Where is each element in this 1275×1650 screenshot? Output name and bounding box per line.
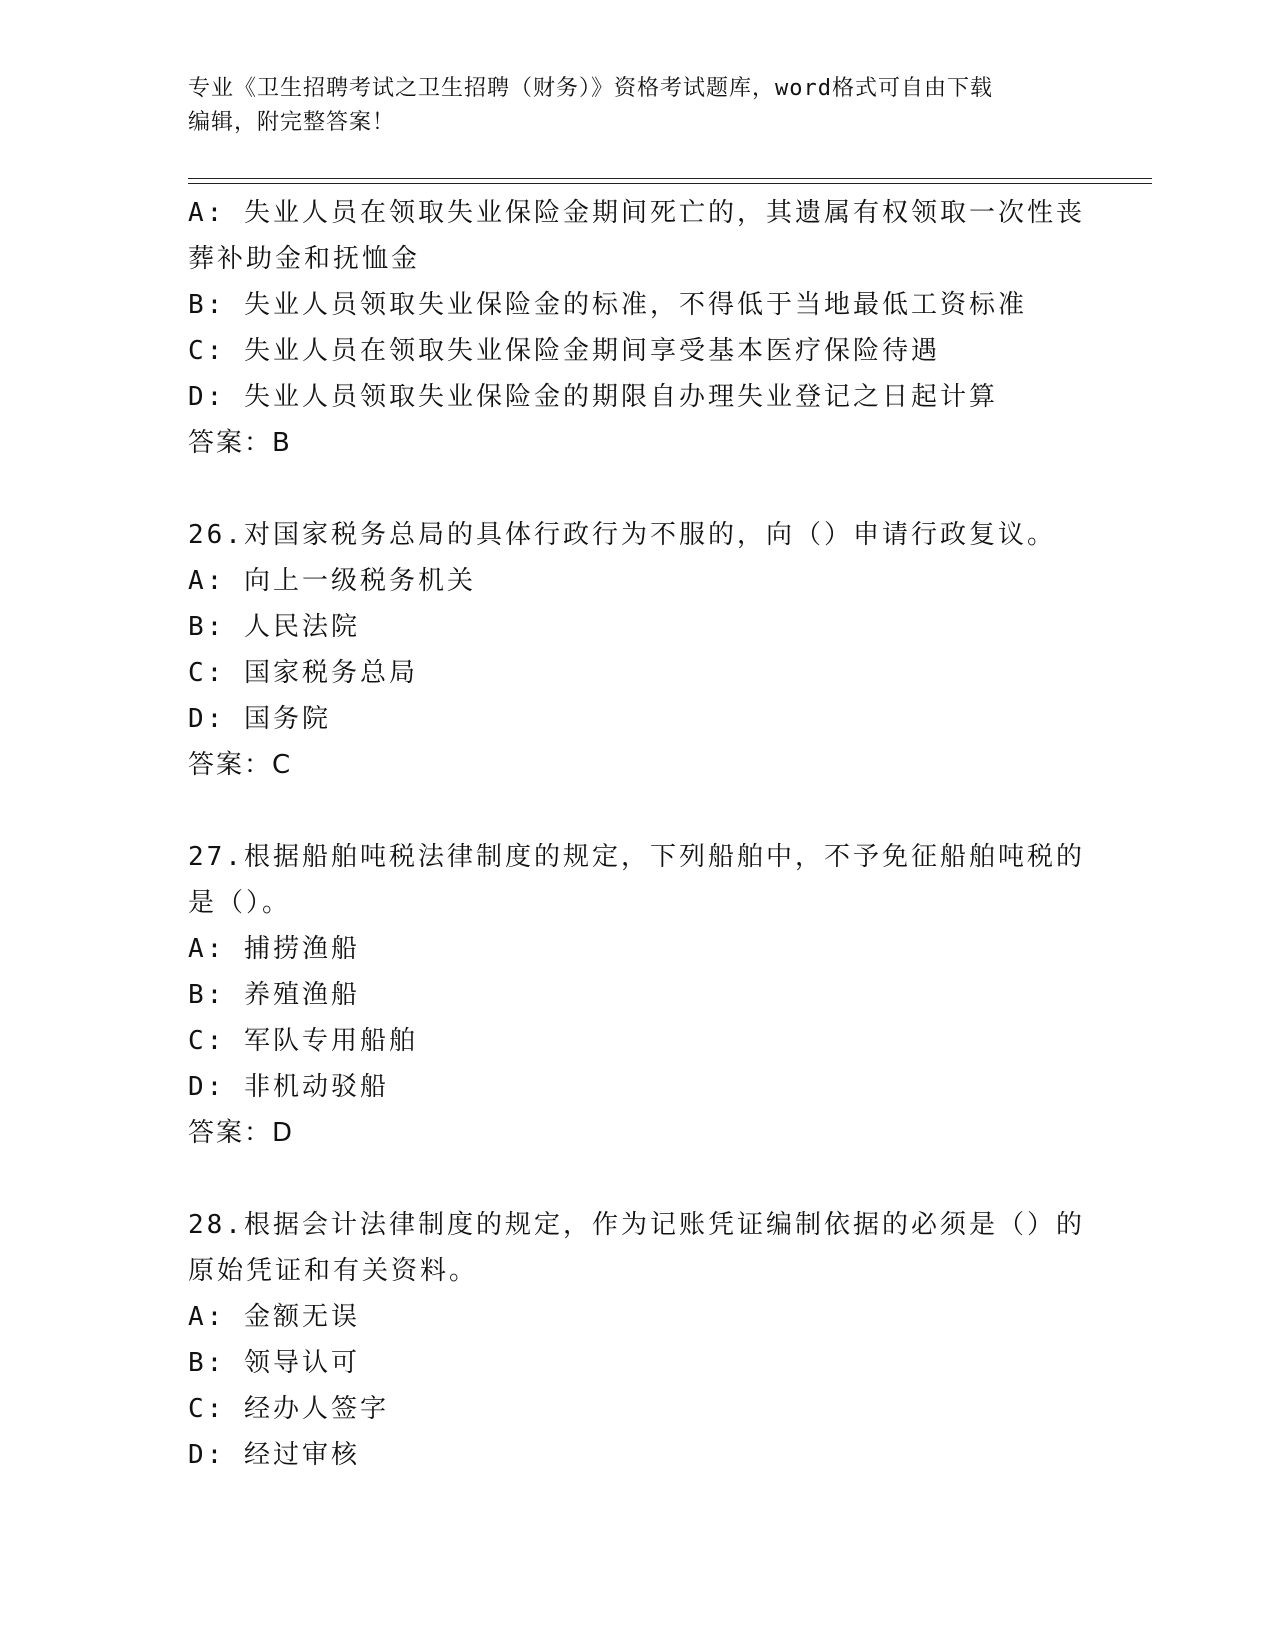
option-b: B: 领导认可: [188, 1348, 360, 1378]
option-d: D: 非机动驳船: [188, 1072, 389, 1102]
option-d: D: 国务院: [188, 704, 331, 734]
question-28: [188, 1202, 1088, 1478]
question-27: [188, 834, 1088, 1156]
answer: 答案：D: [188, 1118, 295, 1148]
option-c: C: 失业人员在领取失业保险金期间享受基本医疗保险待遇: [188, 336, 940, 366]
question-text: 27.根据船舶吨税法律制度的规定，下列船舶中，不予免征船舶吨税的: [188, 842, 1085, 872]
header-divider-bottom: [188, 183, 1152, 184]
option-d: D: 失业人员领取失业保险金的期限自办理失业登记之日起计算: [188, 382, 998, 412]
spacer: [188, 788, 1088, 834]
question-26: [188, 512, 1088, 788]
option-c: C: 国家税务总局: [188, 658, 418, 688]
option-c: C: 军队专用船舶: [188, 1026, 418, 1056]
answer: 答案：B: [188, 428, 292, 458]
option-a: A: 金额无误: [188, 1302, 360, 1332]
header-divider-top: [188, 178, 1152, 179]
header-line-2: 编辑，附完整答案！: [188, 110, 396, 135]
option-b: B: 失业人员领取失业保险金的标准，不得低于当地最低工资标准: [188, 290, 1027, 320]
option-a-continued: 葬补助金和抚恤金: [188, 244, 421, 274]
question-text: 28.根据会计法律制度的规定，作为记账凭证编制依据的必须是（）的: [188, 1210, 1085, 1240]
question-list: [188, 190, 1088, 1478]
header-line-1: 专业《卫生招聘考试之卫生招聘（财务）》资格考试题库，word格式可自由下载: [188, 76, 993, 101]
option-a: A: 向上一级税务机关: [188, 566, 476, 596]
question-text-continued: 是（）。: [188, 888, 292, 918]
option-c: C: 经办人签字: [188, 1394, 389, 1424]
question-text: 26.对国家税务总局的具体行政行为不服的，向（）申请行政复议。: [188, 520, 1056, 550]
question-text-continued: 原始凭证和有关资料。: [188, 1256, 479, 1286]
document-header: [188, 72, 1078, 140]
option-a: A: 捕捞渔船: [188, 934, 360, 964]
spacer: [188, 466, 1088, 512]
question-25: [188, 190, 1088, 466]
answer: 答案：C: [188, 750, 293, 780]
option-d: D: 经过审核: [188, 1440, 360, 1470]
option-a: A: 失业人员在领取失业保险金期间死亡的，其遗属有权领取一次性丧: [188, 198, 1085, 228]
option-b: B: 人民法院: [188, 612, 360, 642]
option-b: B: 养殖渔船: [188, 980, 360, 1010]
spacer: [188, 1156, 1088, 1202]
